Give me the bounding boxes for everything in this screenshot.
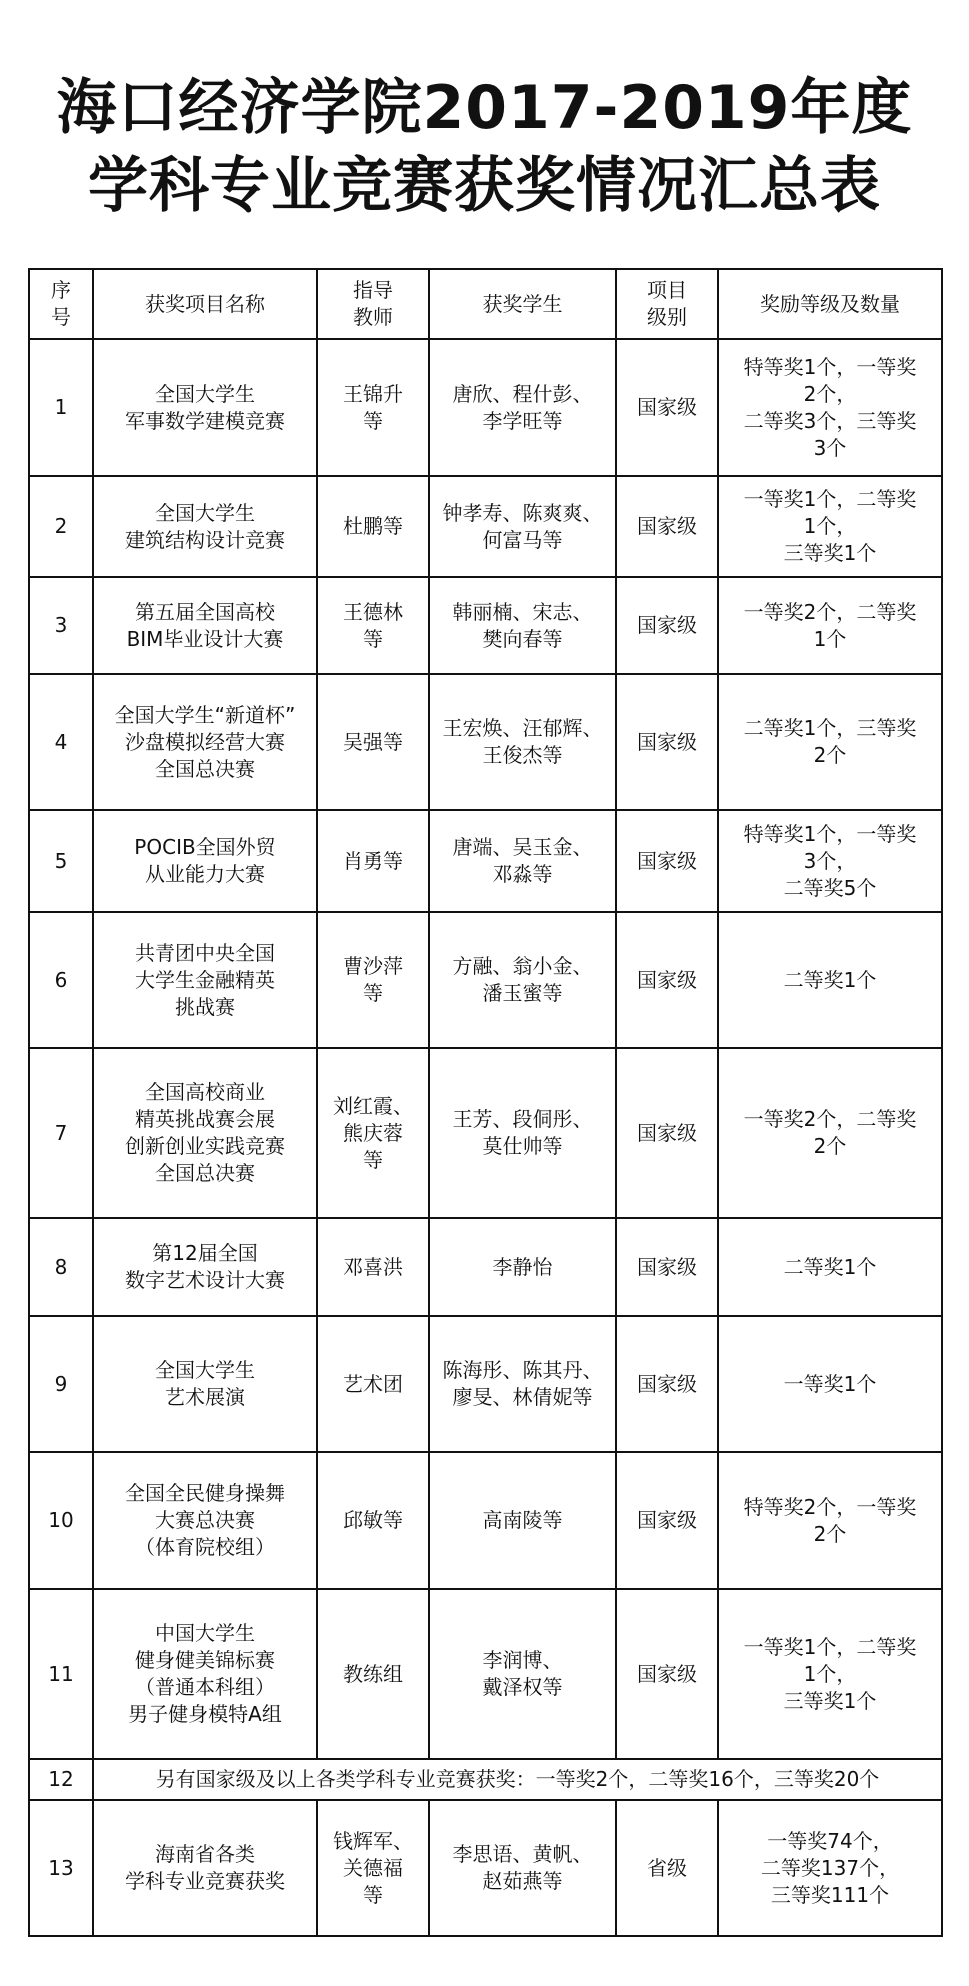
row-award: 一等奖1个: [718, 1316, 942, 1452]
row-project: 海南省各类 学科专业竞赛获奖: [93, 1800, 317, 1936]
row-project: 第12届全国 数字艺术设计大赛: [93, 1218, 317, 1316]
row-no: 3: [29, 577, 93, 674]
row-teacher: 王锦升 等: [317, 339, 429, 476]
row-no: 10: [29, 1452, 93, 1589]
table-row: [29, 1048, 942, 1218]
row-students: 王芳、段侗彤、 莫仕帅等: [429, 1048, 616, 1218]
table-row: [29, 1589, 942, 1759]
table-row: [29, 674, 942, 810]
row-no: 8: [29, 1218, 93, 1316]
row-level: 国家级: [616, 476, 718, 577]
row-teacher: 教练组: [317, 1589, 429, 1759]
row-teacher: 肖勇等: [317, 810, 429, 912]
row-students: 李思语、黄帆、 赵茹燕等: [429, 1800, 616, 1936]
row-students: 李润博、 戴泽权等: [429, 1589, 616, 1759]
row-teacher: 刘红霞、 熊庆蓉 等: [317, 1048, 429, 1218]
row-award: 一等奖2个，二等奖 2个: [718, 1048, 942, 1218]
row-project: 全国大学生 建筑结构设计竞赛: [93, 476, 317, 577]
row-award: 一等奖1个，二等奖 1个， 三等奖1个: [718, 1589, 942, 1759]
table-row: [29, 912, 942, 1048]
row-students: 唐欣、程什彭、 李学旺等: [429, 339, 616, 476]
row-level: 国家级: [616, 339, 718, 476]
row-students: 陈海彤、陈其丹、 廖旻、林倩妮等: [429, 1316, 616, 1452]
row-students: 韩丽楠、宋志、 樊向春等: [429, 577, 616, 674]
row-no: 1: [29, 339, 93, 476]
row-award: 二等奖1个，三等奖 2个: [718, 674, 942, 810]
row-project: POCIB全国外贸 从业能力大赛: [93, 810, 317, 912]
header-award: 奖励等级及数量: [718, 269, 942, 339]
row-teacher: 王德林 等: [317, 577, 429, 674]
table-header-row: [29, 269, 942, 339]
row-no: 4: [29, 674, 93, 810]
row-students: 李静怡: [429, 1218, 616, 1316]
row-award: 特等奖1个，一等奖 2个， 二等奖3个，三等奖 3个: [718, 339, 942, 476]
row-project: 全国大学生 艺术展演: [93, 1316, 317, 1452]
row-teacher: 艺术团: [317, 1316, 429, 1452]
table-row: [29, 577, 942, 674]
awards-table: [28, 268, 943, 1937]
row-no: 2: [29, 476, 93, 577]
row-project: 全国大学生 军事数学建模竞赛: [93, 339, 317, 476]
row-award: 二等奖1个: [718, 912, 942, 1048]
summary-text: 另有国家级及以上各类学科专业竞赛获奖：一等奖2个，二等奖16个，三等奖20个: [93, 1759, 942, 1800]
row-no: 9: [29, 1316, 93, 1452]
table-row: [29, 339, 942, 476]
row-students: 高南陵等: [429, 1452, 616, 1589]
row-no: 6: [29, 912, 93, 1048]
table-row: [29, 810, 942, 912]
header-no: 序 号: [29, 269, 93, 339]
row-project: 第五届全国高校 BIM毕业设计大赛: [93, 577, 317, 674]
row-teacher: 钱辉军、 关德福 等: [317, 1800, 429, 1936]
row-teacher: 邱敏等: [317, 1452, 429, 1589]
row-level: 国家级: [616, 912, 718, 1048]
row-students: 王宏焕、汪郁辉、 王俊杰等: [429, 674, 616, 810]
page-title-line-2: 学科专业竞赛获奖情况汇总表: [88, 151, 881, 221]
row-award: 特等奖1个，一等奖 3个， 二等奖5个: [718, 810, 942, 912]
row-teacher: 杜鹏等: [317, 476, 429, 577]
table-row: [29, 1316, 942, 1452]
header-teacher: 指导 教师: [317, 269, 429, 339]
row-teacher: 邓喜洪: [317, 1218, 429, 1316]
row-no: 5: [29, 810, 93, 912]
row-project: 共青团中央全国 大学生金融精英 挑战赛: [93, 912, 317, 1048]
row-no: 11: [29, 1589, 93, 1759]
row-project: 中国大学生 健身健美锦标赛 （普通本科组） 男子健身模特A组: [93, 1589, 317, 1759]
row-no: 12: [29, 1759, 93, 1800]
header-project: 获奖项目名称: [93, 269, 317, 339]
row-teacher: 曹沙萍 等: [317, 912, 429, 1048]
header-students: 获奖学生: [429, 269, 616, 339]
row-level: 国家级: [616, 1452, 718, 1589]
table-row: [29, 1218, 942, 1316]
row-level: 国家级: [616, 1048, 718, 1218]
row-students: 方融、翁小金、 潘玉蜜等: [429, 912, 616, 1048]
row-level: 国家级: [616, 1218, 718, 1316]
row-award: 一等奖2个，二等奖 1个: [718, 577, 942, 674]
table-row: [29, 476, 942, 577]
row-students: 钟孝寿、陈爽爽、 何富马等: [429, 476, 616, 577]
row-level: 国家级: [616, 1316, 718, 1452]
row-no: 13: [29, 1800, 93, 1936]
table-row-summary: [29, 1759, 942, 1800]
table-row: [29, 1452, 942, 1589]
row-students: 唐端、吴玉金、 邓淼等: [429, 810, 616, 912]
row-level: 国家级: [616, 1589, 718, 1759]
page-title-line-1: 海口经济学院2017-2019年度: [56, 73, 913, 143]
row-level: 省级: [616, 1800, 718, 1936]
row-award: 一等奖1个，二等奖 1个， 三等奖1个: [718, 476, 942, 577]
row-award: 特等奖2个，一等奖 2个: [718, 1452, 942, 1589]
row-level: 国家级: [616, 674, 718, 810]
row-project: 全国全民健身操舞 大赛总决赛 （体育院校组）: [93, 1452, 317, 1589]
row-level: 国家级: [616, 810, 718, 912]
row-project: 全国高校商业 精英挑战赛会展 创新创业实践竞赛 全国总决赛: [93, 1048, 317, 1218]
row-award: 二等奖1个: [718, 1218, 942, 1316]
row-level: 国家级: [616, 577, 718, 674]
row-no: 7: [29, 1048, 93, 1218]
row-teacher: 吴强等: [317, 674, 429, 810]
header-level: 项目 级别: [616, 269, 718, 339]
row-award: 一等奖74个， 二等奖137个， 三等奖111个: [718, 1800, 942, 1936]
table-row: [29, 1800, 942, 1936]
row-project: 全国大学生“新道杯” 沙盘模拟经营大赛 全国总决赛: [93, 674, 317, 810]
